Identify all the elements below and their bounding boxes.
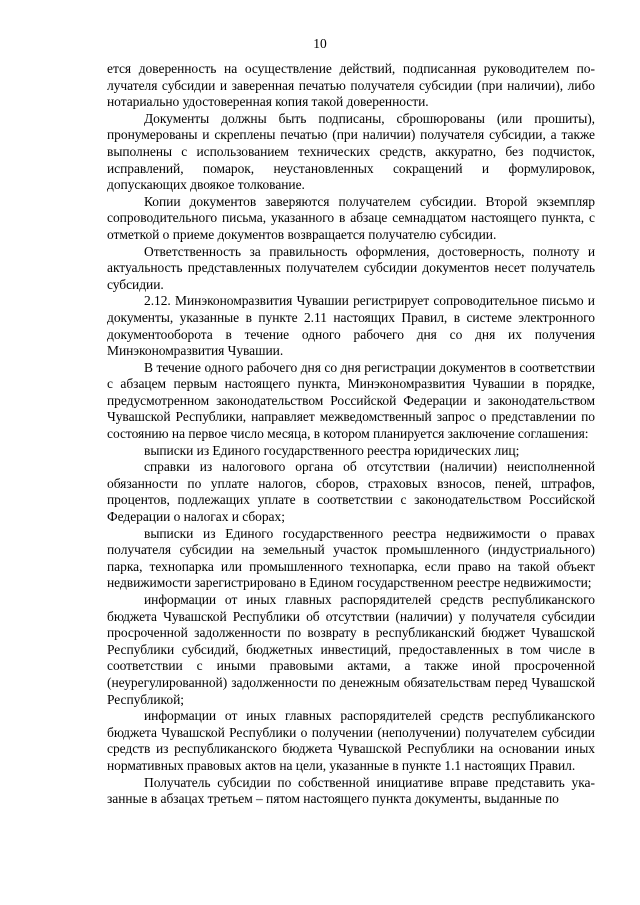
paragraph: выписки из Единого государственного реестра недвижимости о правах получателя субсидии на земельный участок промышленного (индустриального) парка, технопарка или промышленного технопарка, если право на такой объект недвижимости зарегистрировано в Едином государственном реестре недвижимости;	[107, 525, 595, 591]
document-body	[107, 61, 595, 808]
paragraph: Ответственность за правильность оформления, достоверность, полноту и актуальность представленных получателем субсидии документов несет получатель субсидии.	[107, 243, 595, 292]
paragraph: 2.12. Минэкономразвития Чувашии регистрирует сопроводительное письмо и документы, указанные в пункте 2.11 настоящих Правил, в системе электронного документооборота в течение одного рабочего дня со дня их получения Минэкономразвития Чувашии.	[107, 293, 595, 359]
paragraph: справки из налогового органа об отсутствии (наличии) неисполненной обязанности по уплате налогов, сборов, страховых взносов, пеней, штрафов, процентов, подлежащих уплате в соответствии с законодательством Российской Федерации о налогах и сборах;	[107, 459, 595, 525]
paragraph: выписки из Единого государственного реестра юридических лиц;	[144, 442, 520, 458]
paragraph: информации от иных главных распорядителей средств республиканского бюджета Чувашской Республики о получении (неполучении) получателем субсидии средств из республиканского бюджета Чувашской Республики на основании иных нормативных правовых актов на цели, указанные в пункте 1.1 настоящих Правил.	[107, 708, 595, 773]
page-number: 10	[313, 36, 327, 51]
paragraph: Получатель субсидии по собственной инициативе вправе представить указанные в абзацах третьем – пятом настоящего пункта документы, выданные по	[107, 774, 595, 807]
paragraph: В течение одного рабочего дня со дня регистрации документов в соответствии с абзацем первым настоящего пункта, Минэкономразвития Чувашии в порядке, предусмотренном законодательством Российской Федерации и законодательством Чувашской Республики, направляет межведомственный запрос о представлении по состоянию на первое число месяца, в котором планируется заключение соглашения:	[107, 359, 595, 442]
paragraph: Документы должны быть подписаны, сброшюрованы (или прошиты), пронумерованы и скреплены печатью (при наличии) получателя субсидии, а также выполнены с использованием технических средств, аккуратно, без подчисток, исправлений, помарок, неустановленных сокращений и формулировок, допускающих двоякое толкование.	[107, 110, 595, 193]
paragraph: информации от иных главных распорядителей средств республиканского бюджета Чувашской Республики об отсутствии (наличии) у получателя субсидии просроченной задолженности по возврату в республиканский бюджет Чувашской Республики субсидий, бюджетных инвестиций, предоставленных в том числе в соответствии с иными правовыми актами, а также иной просроченной (неурегулированной) задолженности по денежным обязательствам перед Чувашской Республикой;	[107, 592, 595, 707]
paragraph: ется доверенность на осуществление действий, подписанная руководителем получателя субсидии и заверенная печатью получателя субсидии (при наличии), либо нотариально удостоверенная копия такой доверенности.	[107, 61, 595, 110]
paragraph: Копии документов заверяются получателем субсидии. Второй экземпляр сопроводительного письма, указанного в абзаце семнадцатом настоящего пункта, с отметкой о приеме документов возвращается получателю субсидии.	[107, 193, 595, 242]
